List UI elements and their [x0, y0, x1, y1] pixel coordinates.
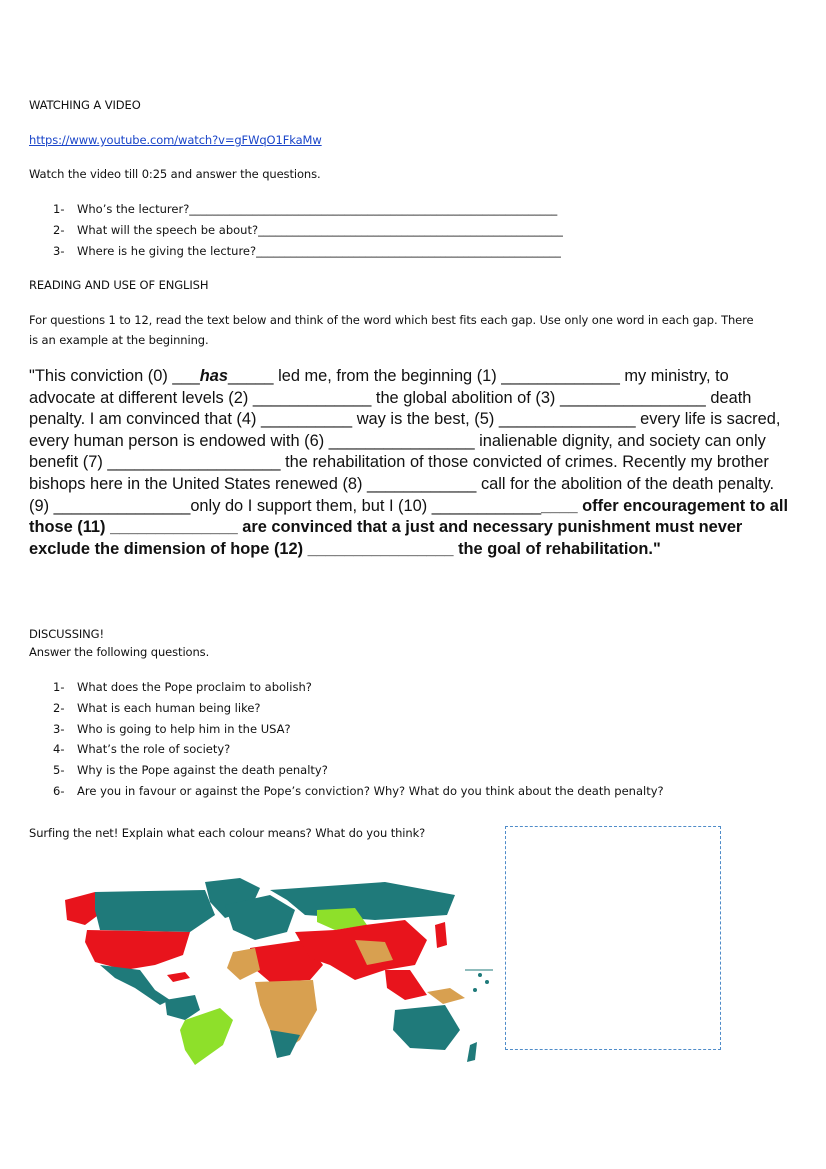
gap-fill-passage: [29, 366, 794, 560]
video-link[interactable]: https://www.youtube.com/watch?v=gFWqO1FkaMw: [29, 133, 322, 147]
world-map-image: [55, 870, 495, 1070]
map-region: [100, 965, 170, 1005]
map-region: [167, 972, 190, 982]
passage-text: _____ led me, from the beginning (1) _____________ my ministry, to advocate at different levels (2) _____________ the global abolition of (3) ________________ death penalty. I am convinced that (4) __________ way is the best, (5) _______________ every life is sacred, every human person is endowed with (6) ________________ inalienable dignity, and society can only benefit (7) ___________________ the rehabilitation of those convicted of crimes. Recently my brother bishops here in the United States renewed (8) ____________ call for the abolition of the death penalty. (9) _______________only do I support them, but I (10) ____________: [29, 367, 781, 515]
passage-text: "This conviction (0) ___: [29, 367, 200, 385]
passage-text-bold: ____ offer encouragement to all those (11) ______________ are convinced that a just and necessary punishment must never exclude the dimension of hope (12) ________________ the goal of rehabilitation.": [29, 496, 789, 558]
map-region: [385, 970, 427, 1000]
list-number: 2-: [53, 223, 65, 237]
map-region: [427, 988, 465, 1004]
map-region: [227, 948, 260, 980]
list-item: [53, 701, 261, 715]
list-number: 1-: [53, 680, 65, 694]
question-text: Why is the Pope against the death penalty?: [77, 763, 328, 777]
map-region: [435, 922, 447, 948]
list-item: [53, 223, 563, 237]
reading-instruction-line-2: is an example at the beginning.: [29, 333, 209, 347]
discuss-instruction: Answer the following questions.: [29, 645, 210, 659]
list-number: 2-: [53, 701, 65, 715]
list-item: [53, 742, 230, 756]
map-region: [478, 973, 482, 977]
video-instruction: Watch the video till 0:25 and answer the questions.: [29, 167, 321, 181]
discuss-heading: DISCUSSING!: [29, 627, 105, 641]
map-region: [467, 1042, 477, 1062]
list-item: [53, 722, 291, 736]
question-text: Who is going to help him in the USA?: [77, 722, 291, 736]
map-region: [473, 988, 477, 992]
list-item: [53, 680, 312, 694]
list-item: [53, 763, 328, 777]
reading-heading: READING AND USE OF ENGLISH: [29, 278, 209, 292]
list-number: 3-: [53, 244, 65, 258]
map-region: [85, 930, 190, 970]
list-number: 1-: [53, 202, 65, 216]
list-number: 4-: [53, 742, 65, 756]
list-item: [53, 784, 664, 798]
map-region: [95, 890, 215, 932]
list-number: 6-: [53, 784, 65, 798]
answer-box[interactable]: [505, 826, 721, 1050]
example-answer: has: [199, 367, 228, 385]
list-item: [53, 202, 557, 216]
map-region: [485, 980, 489, 984]
question-text: What does the Pope proclaim to abolish?: [77, 680, 312, 694]
map-region: [165, 995, 200, 1020]
question-text: Where is he giving the lecture?_____________________________________________________: [77, 244, 561, 258]
list-number: 3-: [53, 722, 65, 736]
surf-instruction: Surfing the net! Explain what each colour means? What do you think?: [29, 826, 426, 840]
map-region: [270, 882, 455, 920]
question-text: Are you in favour or against the Pope’s conviction? Why? What do you think about the death penalty?: [77, 784, 664, 798]
question-text: Who’s the lecturer?________________________________________________________________: [77, 202, 558, 216]
reading-instruction-line-1: For questions 1 to 12, read the text below and think of the word which best fits each gap. Use only one word in each gap. There: [29, 313, 754, 327]
question-text: What will the speech be about?_____________________________________________________: [77, 223, 563, 237]
question-text: What’s the role of society?: [77, 742, 231, 756]
list-number: 5-: [53, 763, 65, 777]
video-heading: WATCHING A VIDEO: [29, 98, 141, 112]
question-text: What is each human being like?: [77, 701, 261, 715]
list-item: [53, 244, 561, 258]
map-region: [393, 1005, 460, 1050]
